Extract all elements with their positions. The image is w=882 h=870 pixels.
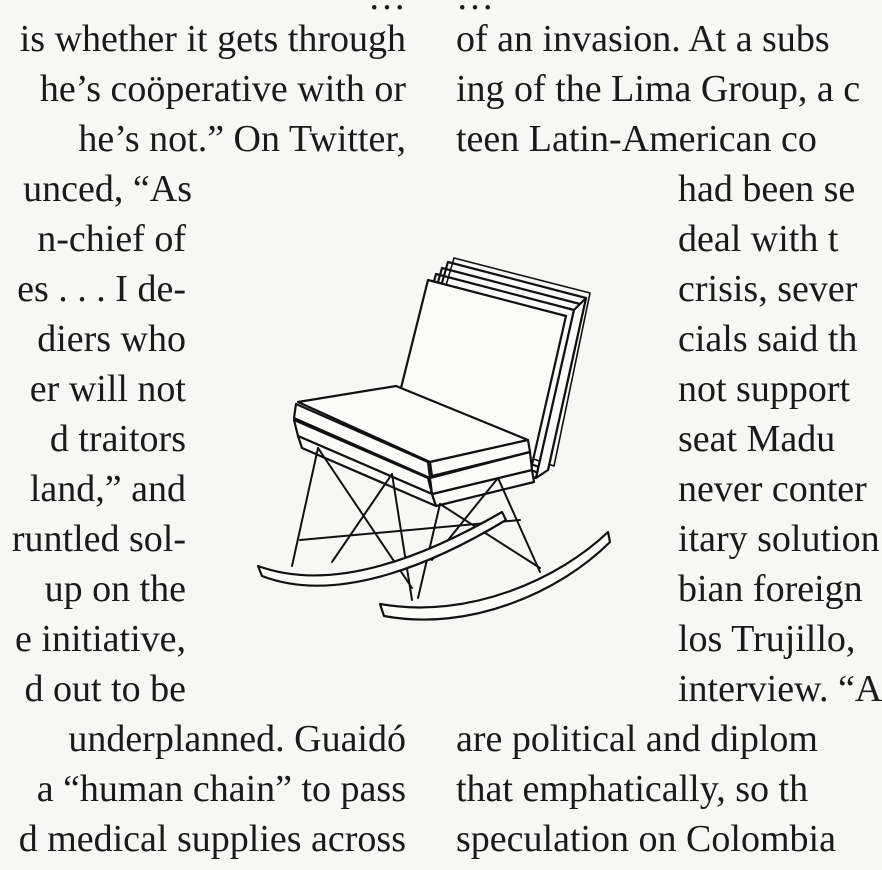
- text-line: he’s coöperative with or: [39, 68, 406, 110]
- text-line: a “human chain” to pass: [36, 768, 406, 810]
- text-line: never conter: [678, 468, 867, 510]
- text-line: he’s not.” On Twitter,: [78, 118, 406, 160]
- text-line: is whether it gets through: [19, 18, 406, 60]
- text-line: speculation on Colombia: [456, 818, 836, 860]
- text-line: e initiative,: [15, 618, 186, 660]
- text-line: [456, 0, 494, 16]
- text-line: teen Latin-American co: [456, 118, 817, 160]
- text-line: of an invasion. At a subs: [456, 18, 830, 60]
- text-line: cials said th: [678, 318, 858, 360]
- text-line: [368, 0, 406, 16]
- text-line: runtled sol-: [11, 518, 186, 560]
- text-line: n-chief of: [37, 218, 186, 260]
- text-line: not support: [678, 368, 851, 410]
- text-line: interview. “A: [678, 668, 882, 710]
- text-line: bian foreign: [678, 568, 863, 610]
- text-line: deal with t: [678, 218, 839, 260]
- text-line: had been se: [678, 168, 856, 210]
- text-line: es . . . I de-: [17, 268, 186, 310]
- text-line: d medical supplies across: [18, 818, 406, 860]
- text-line: seat Madu: [678, 418, 836, 460]
- text-line: itary solution: [678, 518, 880, 560]
- text-line: los Trujillo,: [678, 618, 856, 660]
- text-line: d out to be: [24, 668, 186, 710]
- text-line: land,” and: [29, 468, 186, 510]
- text-line: d traitors: [49, 418, 186, 460]
- text-line: unced, “As: [23, 168, 192, 210]
- text-line: up on the: [44, 568, 186, 610]
- text-line: er will not: [29, 368, 186, 410]
- text-line: are political and diplom: [456, 718, 818, 760]
- rocking-chair-made-of-books-icon: [250, 250, 620, 630]
- text-line: diers who: [37, 318, 186, 360]
- text-line: underplanned. Guaidó: [68, 718, 406, 760]
- text-line: crisis, sever: [678, 268, 858, 310]
- text-line: ing of the Lima Group, a c: [456, 68, 861, 110]
- text-line: that emphatically, so th: [456, 768, 809, 810]
